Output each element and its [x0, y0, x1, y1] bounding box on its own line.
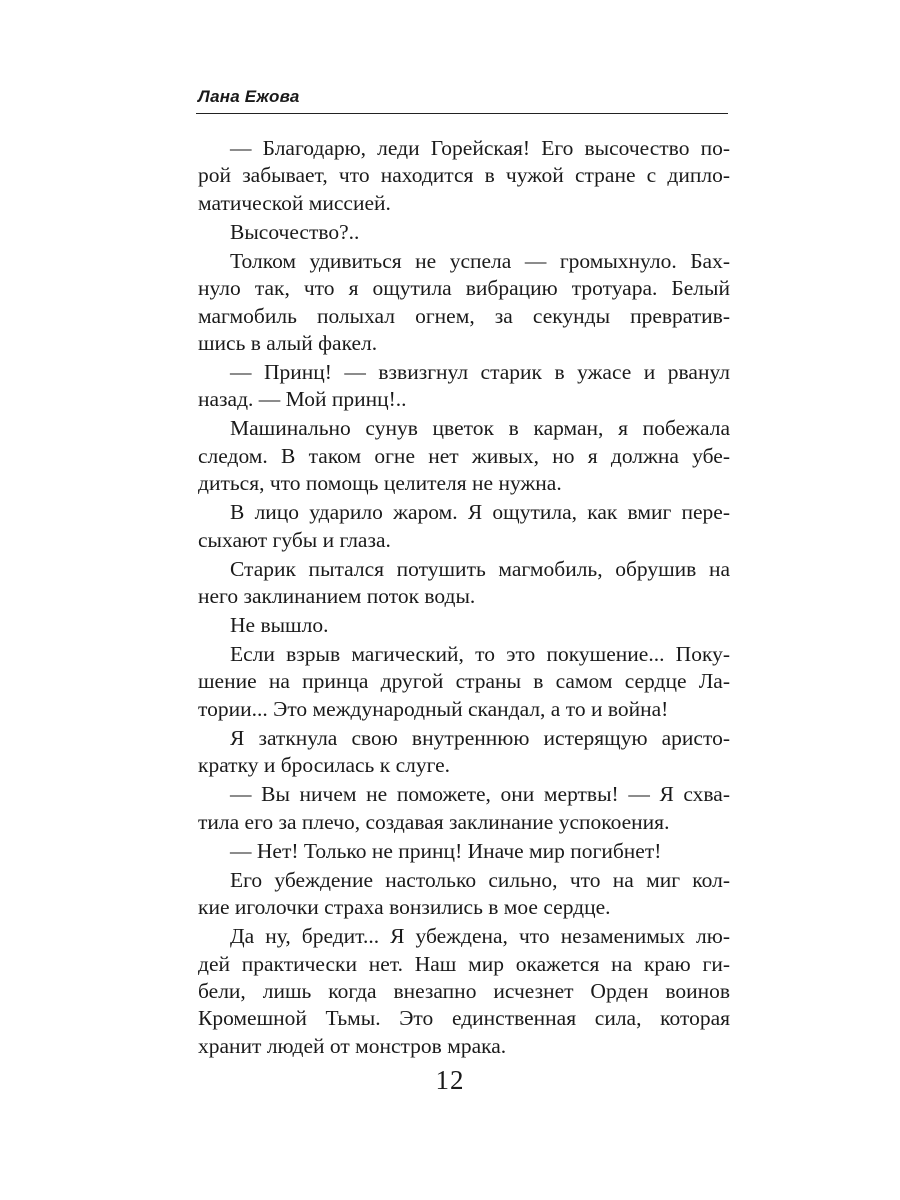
text-line: — Принц! — взвизгнул старик в ужасе и рванул [230, 360, 730, 385]
text-line: тории... Это международный скандал, а то и война! [198, 696, 669, 721]
paragraph [198, 248, 730, 358]
text-line: дей практически нет. Наш мир окажется на краю ги- [198, 951, 730, 976]
paragraph [198, 359, 730, 414]
text-line: матической миссией. [198, 190, 391, 215]
text-line: — Благодарю, леди Горейская! Его высочество по- [230, 136, 730, 160]
text-line: В лицо ударило жаром. Я ощутила, как вмиг пере- [230, 500, 730, 525]
text-line: Машинально сунув цветок в карман, я побежала [230, 416, 730, 441]
text-line: нуло так, что я ощутила вибрацию тротуара. Белый [198, 276, 730, 301]
text-line: Не вышло. [230, 613, 329, 638]
paragraph [198, 781, 730, 836]
page-number: 12 [435, 1065, 465, 1095]
paragraph [198, 838, 730, 865]
text-line: Да ну, бредит... Я убеждена, что незаменимых лю- [230, 924, 730, 949]
text-line: Высочество?.. [230, 219, 360, 244]
paragraph [198, 641, 730, 723]
paragraph [198, 923, 730, 1060]
text-line: Его убеждение настолько сильно, что на миг кол- [230, 867, 730, 892]
text-line: тила его за плечо, создавая заклинание успокоения. [198, 809, 670, 834]
text-line: него заклинанием поток воды. [198, 584, 476, 609]
paragraph [198, 556, 730, 611]
paragraph [198, 725, 730, 780]
text-line: следом. В таком огне нет живых, но я должна убе- [198, 443, 730, 468]
header-rule [196, 113, 728, 114]
paragraph [198, 612, 730, 639]
text-line: Кромешной Тьмы. Это единственная сила, которая [198, 1006, 730, 1031]
running-head [196, 86, 730, 114]
text-line: кие иголочки страха вонзились в мое сердце. [198, 895, 611, 920]
text-line: рой забывает, что находится в чужой стране с дипло- [198, 163, 730, 188]
text-line: Я заткнула свою внутреннюю истерящую аристо- [230, 725, 730, 750]
paragraph [198, 415, 730, 497]
paragraph [198, 867, 730, 922]
text-line: назад. — Мой принц!.. [198, 387, 407, 412]
text-line: Если взрыв магический, то это покушение... Поку- [230, 642, 730, 667]
text-line: — Вы ничем не поможете, они мертвы! — Я схва- [230, 782, 730, 807]
author-name: Лана Ежова [198, 87, 300, 106]
text-line: шение на принца другой страны в самом сердце Ла- [198, 669, 730, 694]
text-line: хранит людей от монстров мрака. [198, 1033, 507, 1058]
text-line: магмобиль полыхал огнем, за секунды превратив- [198, 303, 730, 328]
text-line: Толком удивиться не успела — громыхнуло. Бах- [230, 248, 730, 273]
text-line: Старик пытался потушить магмобиль, обрушив на [230, 556, 730, 581]
text-line: кратку и бросилась к слуге. [198, 753, 451, 778]
text-line: сыхают губы и глаза. [198, 527, 391, 552]
text-line: бели, лишь когда внезапно исчезнет Орден воинов [198, 978, 730, 1003]
text-line: шись в алый факел. [198, 331, 378, 356]
body-text [198, 135, 730, 1062]
paragraph [198, 499, 730, 554]
text-line: — Нет! Только не принц! Иначе мир погибнет! [230, 838, 662, 863]
paragraph [198, 135, 730, 217]
text-line: диться, что помощь целителя не нужна. [198, 471, 562, 496]
paragraph [198, 219, 730, 246]
